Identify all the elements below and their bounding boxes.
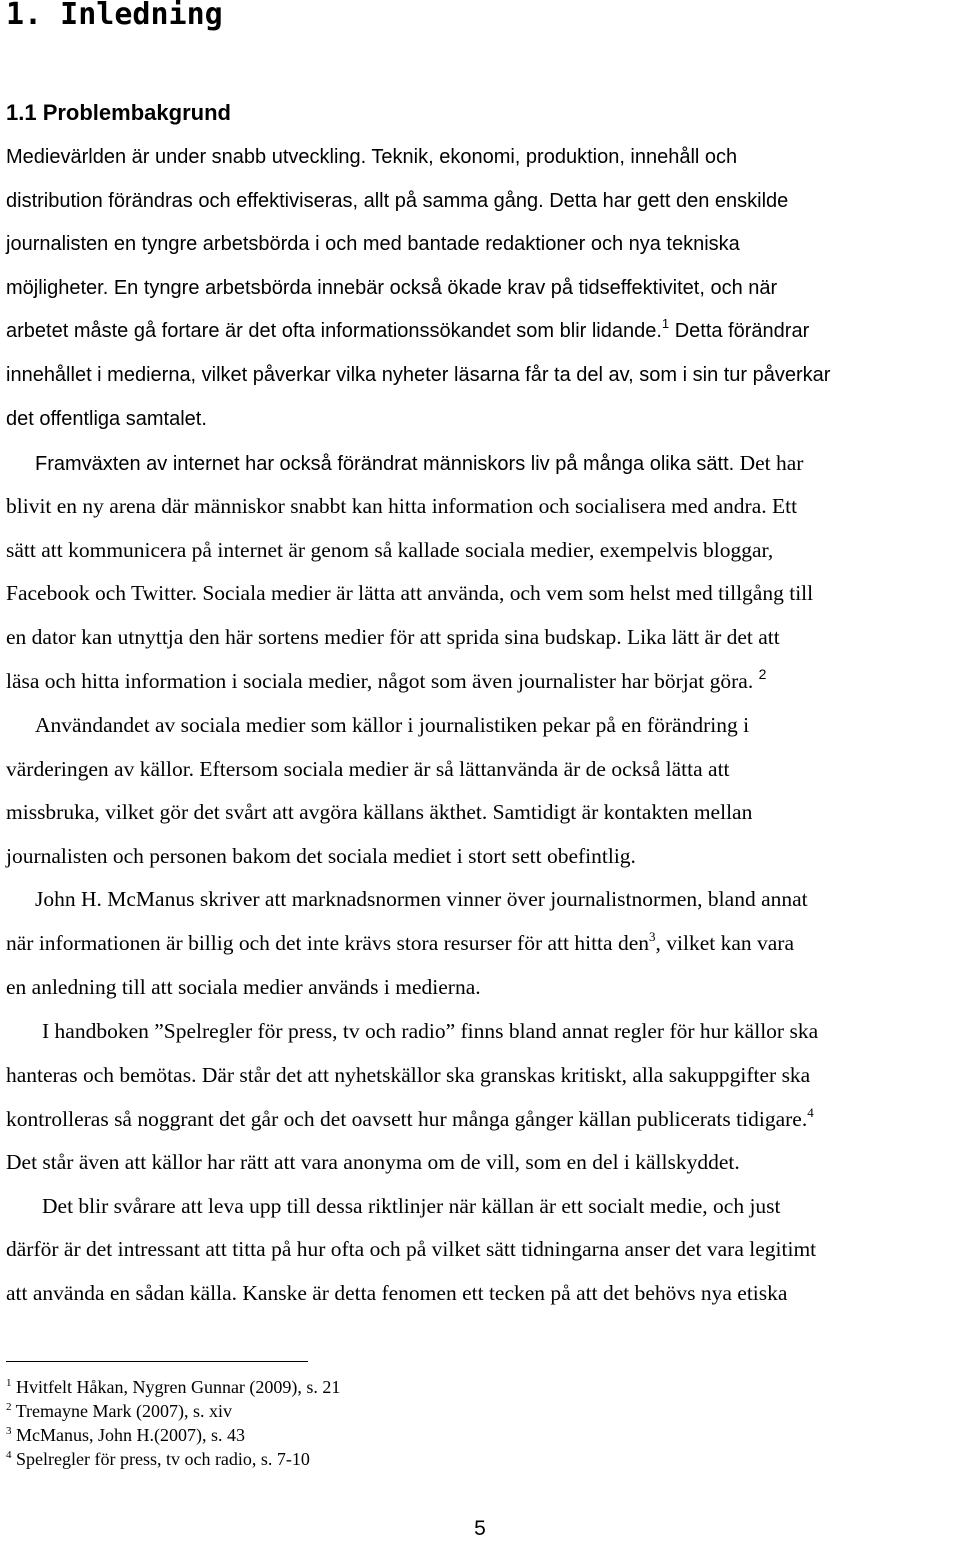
footnote-ref: 1 [661, 316, 670, 331]
footnote [6, 1448, 310, 1470]
paragraph-line: hanteras och bemötas. Där står det att nyhetskällor ska granskas kritiskt, alla sakuppgifter ska [6, 1063, 811, 1087]
paragraph-line: innehållet i medierna, vilket påverkar vilka nyheter läsarna får ta del av, som i sin tur påverkar [6, 364, 831, 386]
line-text: kontrolleras så noggrant det går och det oavsett hur många gånger källan publicerats tidigare. [6, 1107, 808, 1131]
paragraph-line: att använda en sådan källa. Kanske är detta fenomen ett tecken på att det behövs nya etiska [6, 1281, 788, 1305]
footnote-ref: 2 [758, 666, 767, 682]
footnote-text: Tremayne Mark (2007), s. xiv [11, 1401, 232, 1421]
paragraph-line: Medievärlden är under snabb utveckling. Teknik, ekonomi, produktion, innehåll och [6, 146, 738, 168]
paragraph-line: distribution förändras och effektiviseras, allt på samma gång. Detta har gett den enskilde [6, 190, 789, 212]
footnote [6, 1376, 340, 1398]
paragraph-line [6, 666, 766, 696]
paragraph-line: missbruka, vilket gör det svårt att avgöra källans äkthet. Samtidigt är kontakten mellan [6, 800, 753, 824]
paragraph-line: möjligheter. En tyngre arbetsbörda innebär också ökade krav på tidseffektivitet, och när [6, 277, 778, 299]
section-title: 1.1 Problembakgrund [6, 100, 231, 125]
footnote-ref: 4 [807, 1105, 814, 1120]
paragraph-line: journalisten och personen bakom det sociala mediet i stort sett obefintlig. [6, 844, 636, 868]
footnote [6, 1424, 245, 1446]
footnote-number: 2 [6, 1401, 12, 1413]
line-text: , vilket kan vara [655, 931, 795, 955]
footnote-number: 3 [6, 1425, 12, 1437]
chapter-title: 1. Inledning [6, 0, 223, 32]
paragraph-line: därför är det intressant att titta på hur ofta och på vilket sätt tidningarna anser det vara legitimt [6, 1237, 817, 1261]
line-text: arbetet måste gå fortare är det ofta informationssökandet som blir lidande. [6, 320, 662, 342]
line-text: läsa och hitta information i sociala medier, något som även journalister har börjat göra. [6, 669, 759, 693]
paragraph-line: sätt att kommunicera på internet är genom så kallade sociala medier, exempelvis bloggar, [6, 538, 774, 562]
footnote-text: Spelregler för press, tv och radio, s. 7-10 [11, 1449, 310, 1469]
line-text: Det har [734, 451, 804, 475]
paragraph-line: det offentliga samtalet. [6, 408, 207, 430]
paragraph-line: Det blir svårare att leva upp till dessa riktlinjer när källan är ett socialt medie, och just [42, 1194, 781, 1218]
page-number: 5 [474, 1517, 486, 1540]
paragraph-line [6, 928, 794, 958]
paragraph-line: Det står även att källor har rätt att vara anonyma om de vill, som en del i källskyddet. [6, 1150, 740, 1174]
paragraph-line: John H. McManus skriver att marknadsnormen vinner över journalistnormen, bland annat [35, 887, 808, 911]
paragraph-line [6, 1104, 814, 1134]
footnote-separator [6, 1361, 308, 1362]
line-text: Framväxten av internet har också förändrat människors liv på många olika sätt. [35, 453, 735, 475]
paragraph-line: Användandet av sociala medier som källor i journalistiken pekar på en förändring i [35, 713, 750, 737]
footnote [6, 1400, 232, 1422]
footnote-text: McManus, John H.(2007), s. 43 [11, 1425, 245, 1445]
paragraph-line: en dator kan utnyttja den här sortens medier för att sprida sina budskap. Lika lätt är det att [6, 625, 780, 649]
paragraph-line: I handboken ”Spelregler för press, tv och radio” finns bland annat regler för hur källor ska [42, 1019, 819, 1043]
paragraph-line: Facebook och Twitter. Sociala medier är lätta att använda, och vem som helst med tillgång till [6, 581, 814, 605]
footnote-number: 4 [6, 1449, 12, 1461]
paragraph-line: en anledning till att sociala medier används i medierna. [6, 975, 481, 999]
line-text: när informationen är billig och det inte krävs stora resurser för att hitta den [6, 931, 649, 955]
paragraph-line [6, 316, 809, 346]
paragraph-line: journalisten en tyngre arbetsbörda i och med bantade redaktioner och nya tekniska [6, 233, 740, 255]
line-text: Detta förändrar [669, 320, 810, 342]
paragraph-line: värderingen av källor. Eftersom sociala medier är så lättanvända är de också lätta att [6, 757, 730, 781]
footnote-text: Hvitfelt Håkan, Nygren Gunnar (2009), s. 21 [11, 1377, 341, 1397]
footnote-number: 1 [6, 1377, 12, 1389]
paragraph-line [35, 448, 803, 478]
paragraph-line: blivit en ny arena där människor snabbt kan hitta information och socialisera med andra. Ett [6, 494, 798, 518]
footnote-ref: 3 [649, 929, 656, 944]
